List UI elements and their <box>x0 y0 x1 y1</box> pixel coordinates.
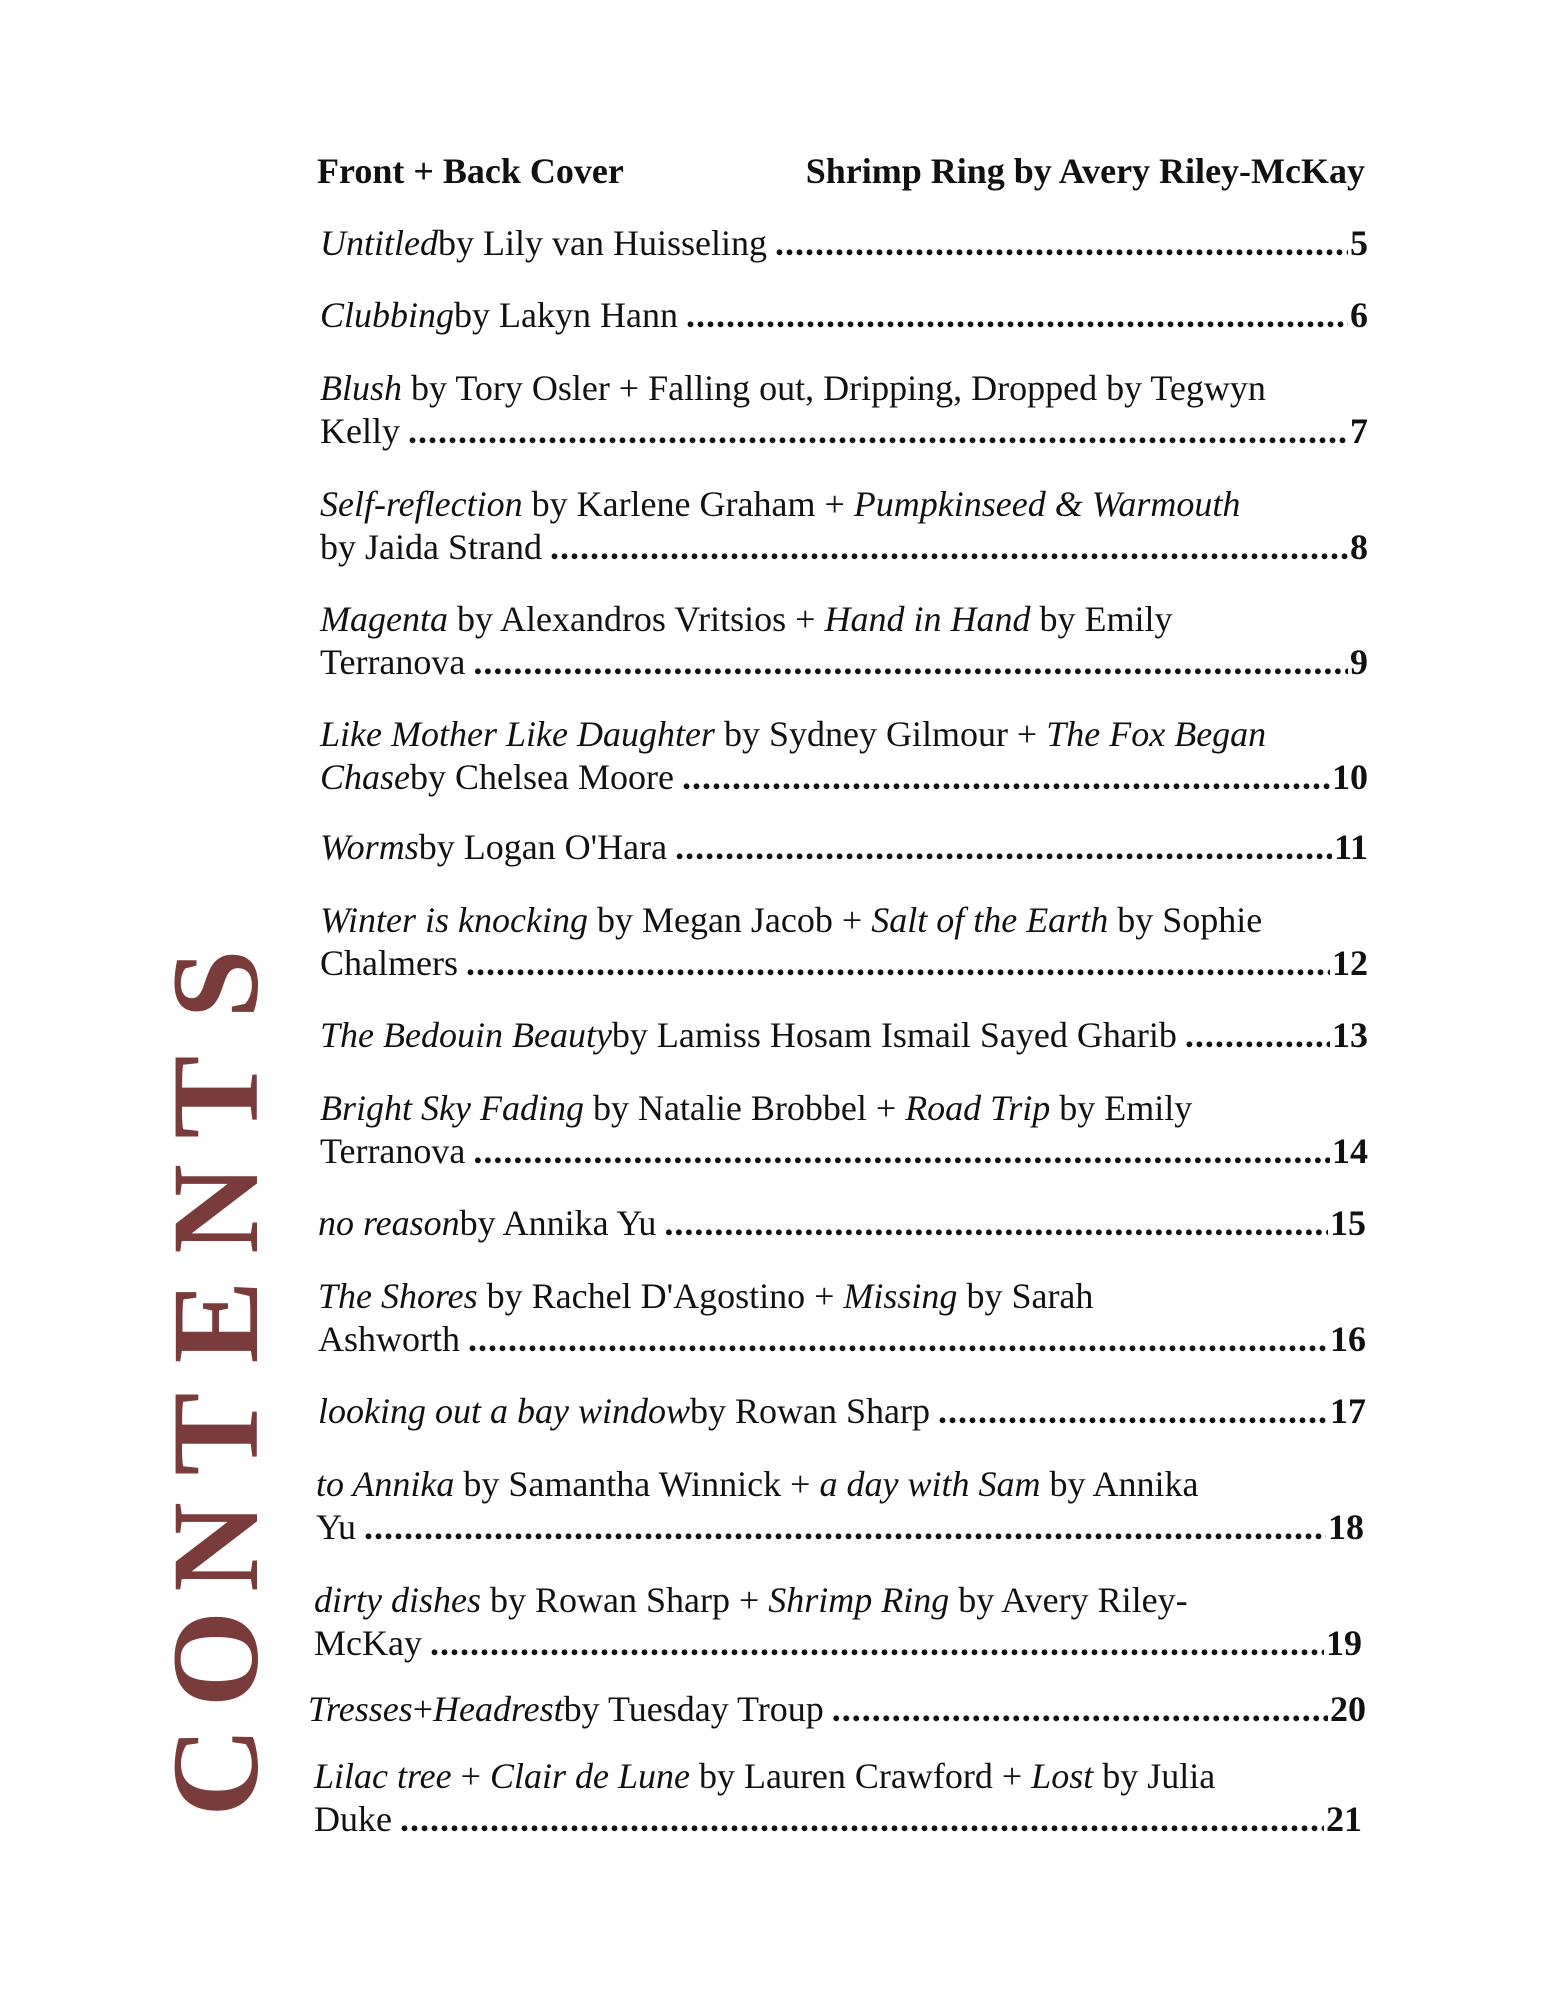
entry-author-2: by Avery Riley- <box>949 1580 1188 1620</box>
cover-label: Front + Back Cover <box>317 151 624 191</box>
dot-leader <box>675 826 1332 869</box>
dot-leader <box>664 1202 1328 1245</box>
entry-author-2: by Tuesday Troup <box>563 1689 824 1729</box>
entry-continuation: Kelly <box>320 411 400 451</box>
dot-leader <box>400 1798 1324 1841</box>
page-number: 7 <box>1350 411 1368 451</box>
page-number: 9 <box>1350 642 1368 682</box>
title-letter: N <box>147 1164 284 1254</box>
page-number: 21 <box>1326 1799 1362 1839</box>
entry-author: by Alexandros Vritsios + <box>447 599 825 639</box>
entry-title-2: Clair de Lune <box>489 1756 690 1796</box>
title-letter: T <box>147 1392 284 1476</box>
entry-author: by Sydney Gilmour + <box>714 714 1047 754</box>
entry-title: Like Mother Like Daughter <box>320 714 715 754</box>
title-letter: T <box>147 1055 284 1138</box>
entry-author: by Tory Osler + Falling out, Dripping, Dropped by Tegwyn <box>402 368 1266 408</box>
dot-leader <box>682 756 1330 799</box>
entry-author: by Annika Yu <box>459 1203 657 1243</box>
entry-author: + <box>412 1689 434 1729</box>
entry-author: by Lamiss Hosam Ismail Sayed Gharib <box>611 1015 1177 1055</box>
entry-author: by Rowan Sharp <box>690 1391 930 1431</box>
page-number: 10 <box>1332 757 1368 797</box>
entry-title-2: Salt of the Earth <box>871 900 1109 940</box>
entry-author: by Logan O'Hara <box>418 827 668 867</box>
page-number: 6 <box>1350 295 1368 335</box>
entry-title-2: Shrimp Ring <box>768 1580 950 1620</box>
entry-author: + <box>451 1756 490 1796</box>
page-number: 19 <box>1326 1623 1362 1663</box>
entry-author-2: by Sarah <box>957 1276 1094 1316</box>
page-number: 20 <box>1330 1689 1366 1729</box>
page-number: 8 <box>1350 527 1368 567</box>
entry-author-3: by Julia <box>1093 1756 1216 1796</box>
dot-leader <box>430 1622 1324 1665</box>
page-number: 12 <box>1332 943 1368 983</box>
entry-continuation: Yu <box>316 1507 357 1547</box>
entry-continuation: by Chelsea Moore <box>410 757 674 797</box>
toc-entry[interactable] <box>318 1202 1366 1245</box>
entry-title-2: Headrest <box>433 1689 564 1729</box>
entry-title-2: The Fox Began <box>1046 714 1267 754</box>
entry-author: by Rachel D'Agostino + <box>477 1276 844 1316</box>
dot-leader <box>775 222 1348 265</box>
toc-entry[interactable] <box>308 1688 1366 1731</box>
entry-author-2: by Emily <box>1050 1088 1193 1128</box>
title-letter: O <box>147 1611 284 1708</box>
dot-leader <box>686 294 1348 337</box>
toc-entry[interactable] <box>320 598 1368 684</box>
entry-continuation: Terranova <box>320 1131 466 1171</box>
dot-leader <box>408 410 1348 453</box>
title-letter: N <box>147 1502 284 1592</box>
dot-leader <box>466 942 1330 985</box>
page-number: 17 <box>1330 1391 1366 1431</box>
entry-author-2: by Annika <box>1040 1464 1199 1504</box>
entry-title-2: Road Trip <box>905 1088 1051 1128</box>
title-letter: C <box>147 1727 284 1817</box>
toc-entry[interactable] <box>320 294 1368 337</box>
toc-entry[interactable] <box>320 483 1368 569</box>
entry-continuation: McKay <box>314 1623 422 1663</box>
dot-leader <box>832 1688 1328 1731</box>
entry-title: Magenta <box>320 599 448 639</box>
entry-author-2: by Lauren Crawford + <box>689 1756 1032 1796</box>
contents-vertical-title <box>147 938 284 1818</box>
entry-title-2: Missing <box>843 1276 958 1316</box>
entry-title: Blush <box>320 368 403 408</box>
dot-leader <box>473 1130 1330 1173</box>
toc-entry[interactable] <box>320 222 1368 265</box>
dot-leader <box>1185 1014 1330 1057</box>
entry-author: by Natalie Brobbel + <box>583 1088 906 1128</box>
entry-continuation: Terranova <box>320 642 466 682</box>
toc-entry[interactable] <box>320 1014 1368 1057</box>
entry-author: by Rowan Sharp + <box>481 1580 769 1620</box>
toc-entry[interactable] <box>320 826 1368 869</box>
page-number: 13 <box>1332 1015 1368 1055</box>
entry-title: The Shores <box>318 1276 478 1316</box>
entry-title: dirty dishes <box>314 1580 481 1620</box>
page-number: 5 <box>1350 223 1368 263</box>
entry-author: by Samantha Winnick + <box>454 1464 820 1504</box>
title-letter: S <box>147 949 284 1019</box>
dot-leader <box>364 1506 1326 1549</box>
page-number: 16 <box>1330 1319 1366 1359</box>
toc-entry[interactable] <box>318 1390 1366 1433</box>
entry-author: by Karlene Graham + <box>522 484 854 524</box>
toc-entry[interactable] <box>320 713 1368 799</box>
page-number: 14 <box>1332 1131 1368 1171</box>
entry-title: looking out a bay window <box>318 1391 690 1431</box>
entry-title-3: Lost <box>1031 1756 1094 1796</box>
entry-title: Untitled <box>320 223 438 263</box>
toc-entry[interactable] <box>316 1463 1364 1549</box>
entry-author-2: by Emily <box>1030 599 1173 639</box>
dot-leader <box>938 1390 1328 1433</box>
entry-continuation: Ashworth <box>318 1319 460 1359</box>
entry-author-2: by Sophie <box>1108 900 1263 940</box>
dot-leader <box>473 641 1348 684</box>
entry-title: to Annika <box>316 1464 455 1504</box>
toc-entry[interactable] <box>314 1579 1362 1665</box>
entry-title: Worms <box>320 827 419 867</box>
toc-entry[interactable] <box>320 367 1368 453</box>
toc-entry[interactable] <box>320 1087 1368 1173</box>
dot-leader <box>550 526 1348 569</box>
entry-title: Self-reflection <box>320 484 523 524</box>
entry-author: by Lily van Huisseling <box>437 223 767 263</box>
cover-credit: Shrimp Ring by Avery Riley-McKay <box>805 151 1365 191</box>
page-number: 18 <box>1328 1507 1364 1547</box>
entry-title: no reason <box>318 1203 460 1243</box>
entry-title: Bright Sky Fading <box>320 1088 584 1128</box>
toc-entry[interactable] <box>314 1755 1362 1841</box>
entry-author: by Lakyn Hann <box>454 295 678 335</box>
entry-title: Clubbing <box>320 295 455 335</box>
page-number: 15 <box>1330 1203 1366 1243</box>
entry-author: by Megan Jacob + <box>587 900 872 940</box>
entry-title: Lilac tree <box>314 1756 452 1796</box>
entry-continuation: Chalmers <box>320 943 458 983</box>
entry-continuation: Duke <box>314 1799 392 1839</box>
toc-entry[interactable] <box>318 1275 1366 1361</box>
entry-title: The Bedouin Beauty <box>320 1015 612 1055</box>
entry-title: Tresses <box>308 1689 413 1729</box>
entry-title-2: a day with Sam <box>819 1464 1041 1504</box>
entry-title-2: Pumpkinseed & Warmouth <box>853 484 1241 524</box>
entry-continuation: by Jaida Strand <box>320 527 542 567</box>
title-letter: E <box>147 1280 284 1364</box>
entry-title: Winter is knocking <box>320 900 588 940</box>
toc-entry[interactable] <box>320 899 1368 985</box>
dot-leader <box>468 1318 1328 1361</box>
page-number: 11 <box>1333 827 1368 867</box>
entry-title-continuation: Chase <box>320 757 410 797</box>
entry-title-2: Hand in Hand <box>824 599 1031 639</box>
